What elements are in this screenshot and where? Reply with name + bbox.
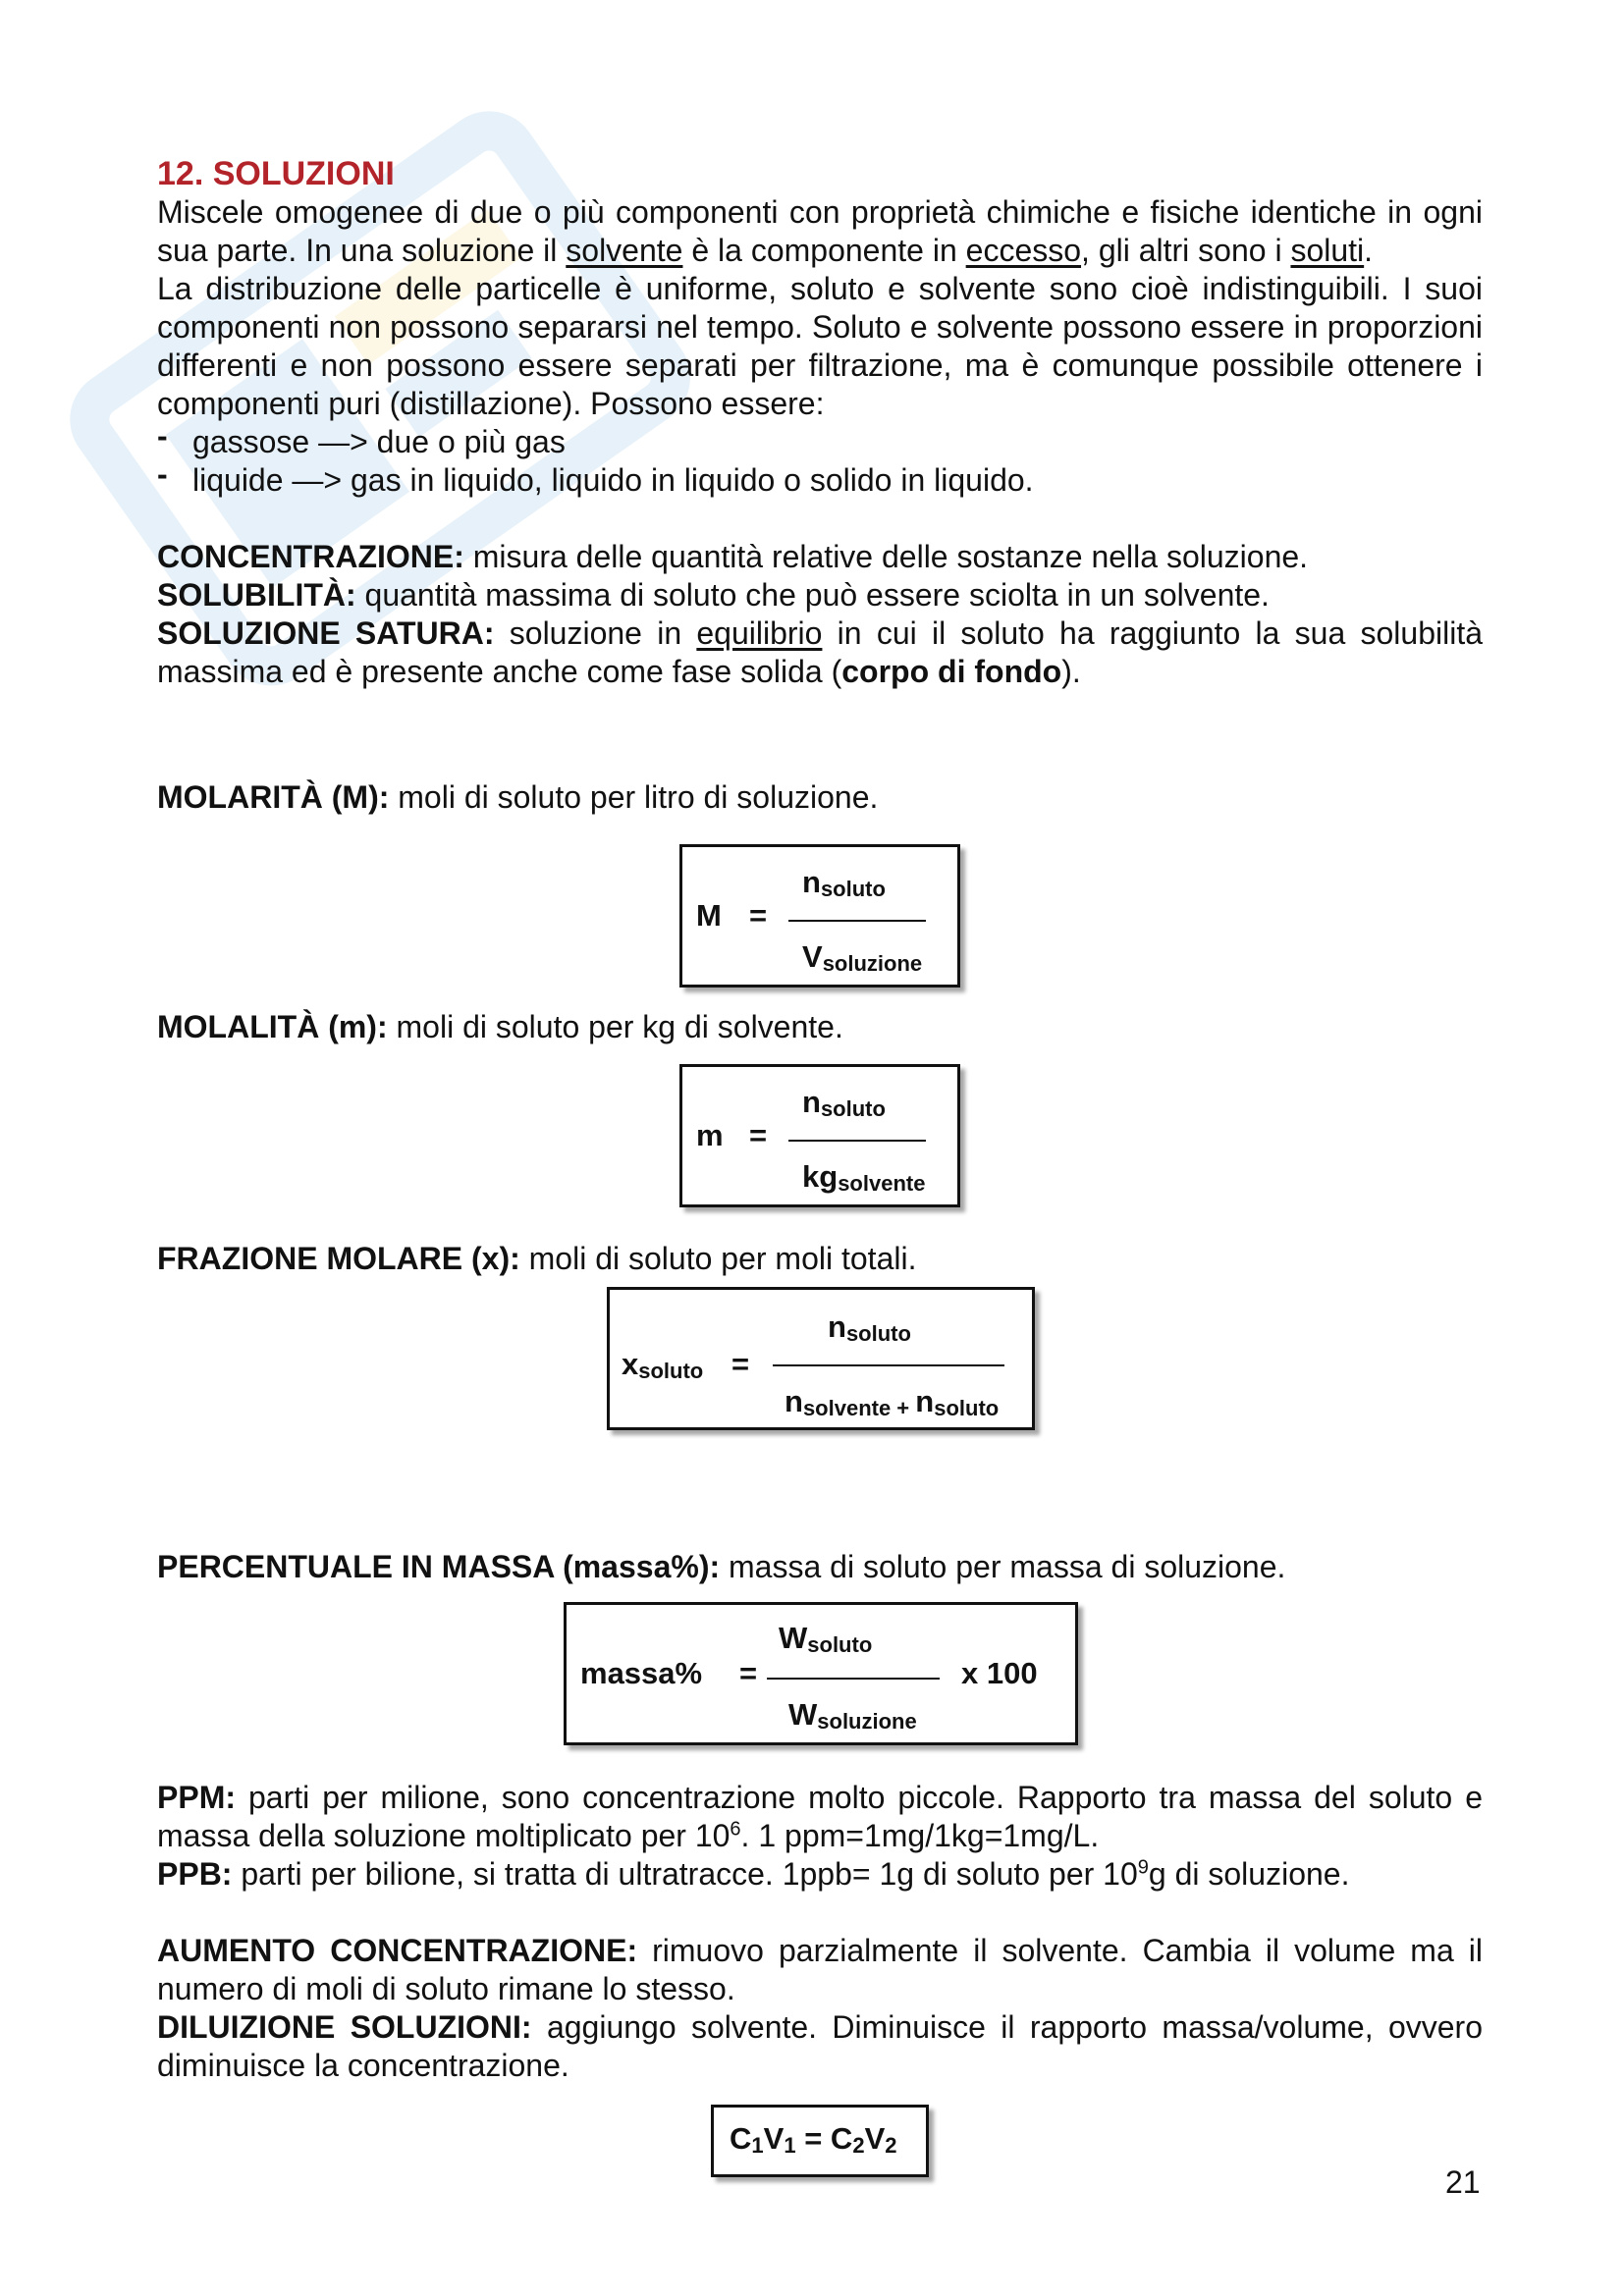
den-subscript: soluzione [822,951,923,976]
def-molarita [157,778,878,817]
def-percentuale-massa [157,1548,1285,1586]
den-symbol: V [802,939,823,974]
den-subscript: soluto [934,1396,1000,1420]
formula-numerator [828,1309,911,1347]
def-text: in cui il soluto ha raggiunto la sua solubilità massima ed è presente anche come fase solida ( [157,615,1484,689]
def-ppb [157,1855,1483,1894]
solution-types-list [157,423,1483,500]
def-term: PPM: [157,1780,236,1815]
intro-paragraph [157,193,1483,270]
subscript: 1 [751,2133,764,2158]
formula-multiplier: x 100 [961,1656,1038,1690]
def-text: misura delle quantità relative delle sostanze nella soluzione. [463,539,1309,574]
num-symbol: W [779,1621,808,1655]
def-text: moli di soluto per litro di soluzione. [389,779,879,815]
fraction-bar [788,920,926,922]
den-symbol: n [785,1384,803,1418]
term-equilibrio: equilibrio [696,615,823,651]
term-corpo-di-fondo: corpo di fondo [841,654,1062,689]
formula-lhs [622,1347,703,1384]
def-text: quantità massima di soluto che può essere sciolta in un solvente. [355,577,1270,613]
def-frazione-molare [157,1240,916,1278]
def-diluizione [157,2008,1483,2085]
intro-text: , gli altri sono i [1081,233,1291,268]
fraction-bar [767,1678,940,1680]
symbol: C [730,2121,752,2156]
def-ppm [157,1779,1483,1855]
def-term: MOLALITÀ (m): [157,1009,388,1044]
exponent: 6 [730,1818,741,1841]
num-subscript: soluto [845,1321,911,1346]
den-subscript: solvente [838,1171,926,1196]
formula-equals: = [739,1656,758,1690]
def-text: massa di soluto per massa di soluzione. [720,1549,1286,1584]
formula-lhs: M [696,898,722,933]
intro-text: . [1364,233,1374,268]
num-subscript: soluto [820,1096,886,1121]
formula-percentuale-massa [564,1602,1078,1745]
den-subscript: solvente + [802,1396,916,1420]
def-text: parti per bilione, si tratta di ultratracce. 1ppb= 1g di soluto per 10 [232,1856,1138,1892]
def-term: PERCENTUALE IN MASSA (massa%): [157,1549,721,1584]
def-text: rimuovo parzialmente il solvente. Cambia il volume ma il numero di moli di soluto rimane lo stesso. [157,1933,1483,2006]
dilution-equation [730,2121,897,2159]
formula-denominator [802,939,922,977]
exponent: 9 [1137,1856,1149,1879]
symbol: V [864,2121,886,2156]
den-symbol: n [915,1384,935,1418]
equals: = [795,2121,831,2156]
den-subscript: soluzione [817,1709,917,1734]
term-eccesso: eccesso [965,233,1082,268]
symbol: C [830,2121,853,2156]
def-text: moli di soluto per moli totali. [519,1241,917,1276]
num-subscript: soluto [807,1632,873,1657]
formula-molarita [679,844,960,988]
subscript: 1 [784,2133,796,2158]
def-text: g di soluzione. [1148,1856,1350,1892]
lhs-subscript: soluto [638,1359,704,1383]
fraction-bar [773,1364,1004,1366]
intro-text: è la componente in [682,233,966,268]
def-solubilita [157,576,1483,614]
num-symbol: n [802,1085,821,1119]
list-item: - gassose —> due o più gas [157,423,1483,461]
den-symbol: W [788,1697,818,1732]
formula-lhs: massa% [580,1656,703,1690]
intro-text: Miscele omogenee di due o più componenti con proprietà chimiche e fisiche identiche in ogni sua parte. In una soluzione il [157,194,1483,268]
def-text: aggiungo solvente. Diminuisce il rapporto massa/volume, ovvero diminuisce la concentrazione. [157,2009,1484,2083]
def-term: SOLUBILITÀ: [157,577,356,613]
def-concentrazione [157,538,1483,576]
def-term: SOLUZIONE SATURA: [157,615,495,651]
formula-denominator [802,1159,925,1197]
term-solvente: solvente [566,233,683,268]
subscript: 2 [885,2133,897,2158]
num-symbol: n [802,865,821,899]
formula-numerator [802,1085,886,1122]
den-symbol: kg [802,1159,839,1194]
num-subscript: soluto [820,877,886,901]
formula-equals: = [731,1347,750,1381]
lower-content [157,1779,1483,2085]
def-term: AUMENTO CONCENTRAZIONE: [157,1933,638,1968]
formula-numerator [802,865,886,902]
def-molalita [157,1008,843,1046]
def-term: FRAZIONE MOLARE (x): [157,1241,520,1276]
section-title: 12. SOLUZIONI [157,155,395,192]
list-item: - liquide —> gas in liquido, liquido in liquido o solido in liquido. [157,461,1483,500]
formula-molalita [679,1064,960,1207]
formula-denominator [788,1697,917,1735]
def-term: DILUIZIONE SOLUZIONI: [157,2009,532,2045]
def-text: . 1 ppm=1mg/1kg=1mg/L. [740,1818,1100,1853]
page-number: 21 [1445,2164,1481,2200]
fraction-bar [788,1140,926,1142]
subscript: 2 [852,2133,865,2158]
distribution-paragraph: La distribuzione delle particelle è uniforme, soluto e solvente sono cioè indistinguibili. I suoi componenti non possono separarsi nel tempo. Soluto e solvente possono essere in proporzioni differenti e non possono essere separati per filtrazione, ma è comunque possibile ottenere i componenti puri (distillazione). Possono essere: [157,271,1483,421]
formula-frazione-molare [607,1287,1035,1430]
main-content [157,155,1483,691]
formula-numerator [779,1621,872,1658]
formula-diluizione [711,2105,929,2177]
formula-equals: = [749,1118,768,1152]
formula-lhs: m [696,1118,724,1152]
formula-denominator [785,1384,999,1421]
symbol: V [763,2121,785,2156]
def-text: parti per milione, sono concentrazione molto piccole. Rapporto tra massa del soluto e massa della soluzione moltiplicato per 10 [157,1780,1483,1853]
def-aumento-concentrazione [157,1932,1483,2008]
term-soluti: soluti [1290,233,1365,268]
def-term: CONCENTRAZIONE: [157,539,464,574]
lhs-symbol: x [622,1347,639,1381]
formula-equals: = [749,898,768,933]
def-text: ). [1061,654,1081,689]
def-text: soluzione in [494,615,697,651]
num-symbol: n [828,1309,846,1344]
def-text: moli di soluto per kg di solvente. [387,1009,843,1044]
def-term: MOLARITÀ (M): [157,779,390,815]
def-term: PPB: [157,1856,233,1892]
def-soluzione-satura [157,614,1483,691]
